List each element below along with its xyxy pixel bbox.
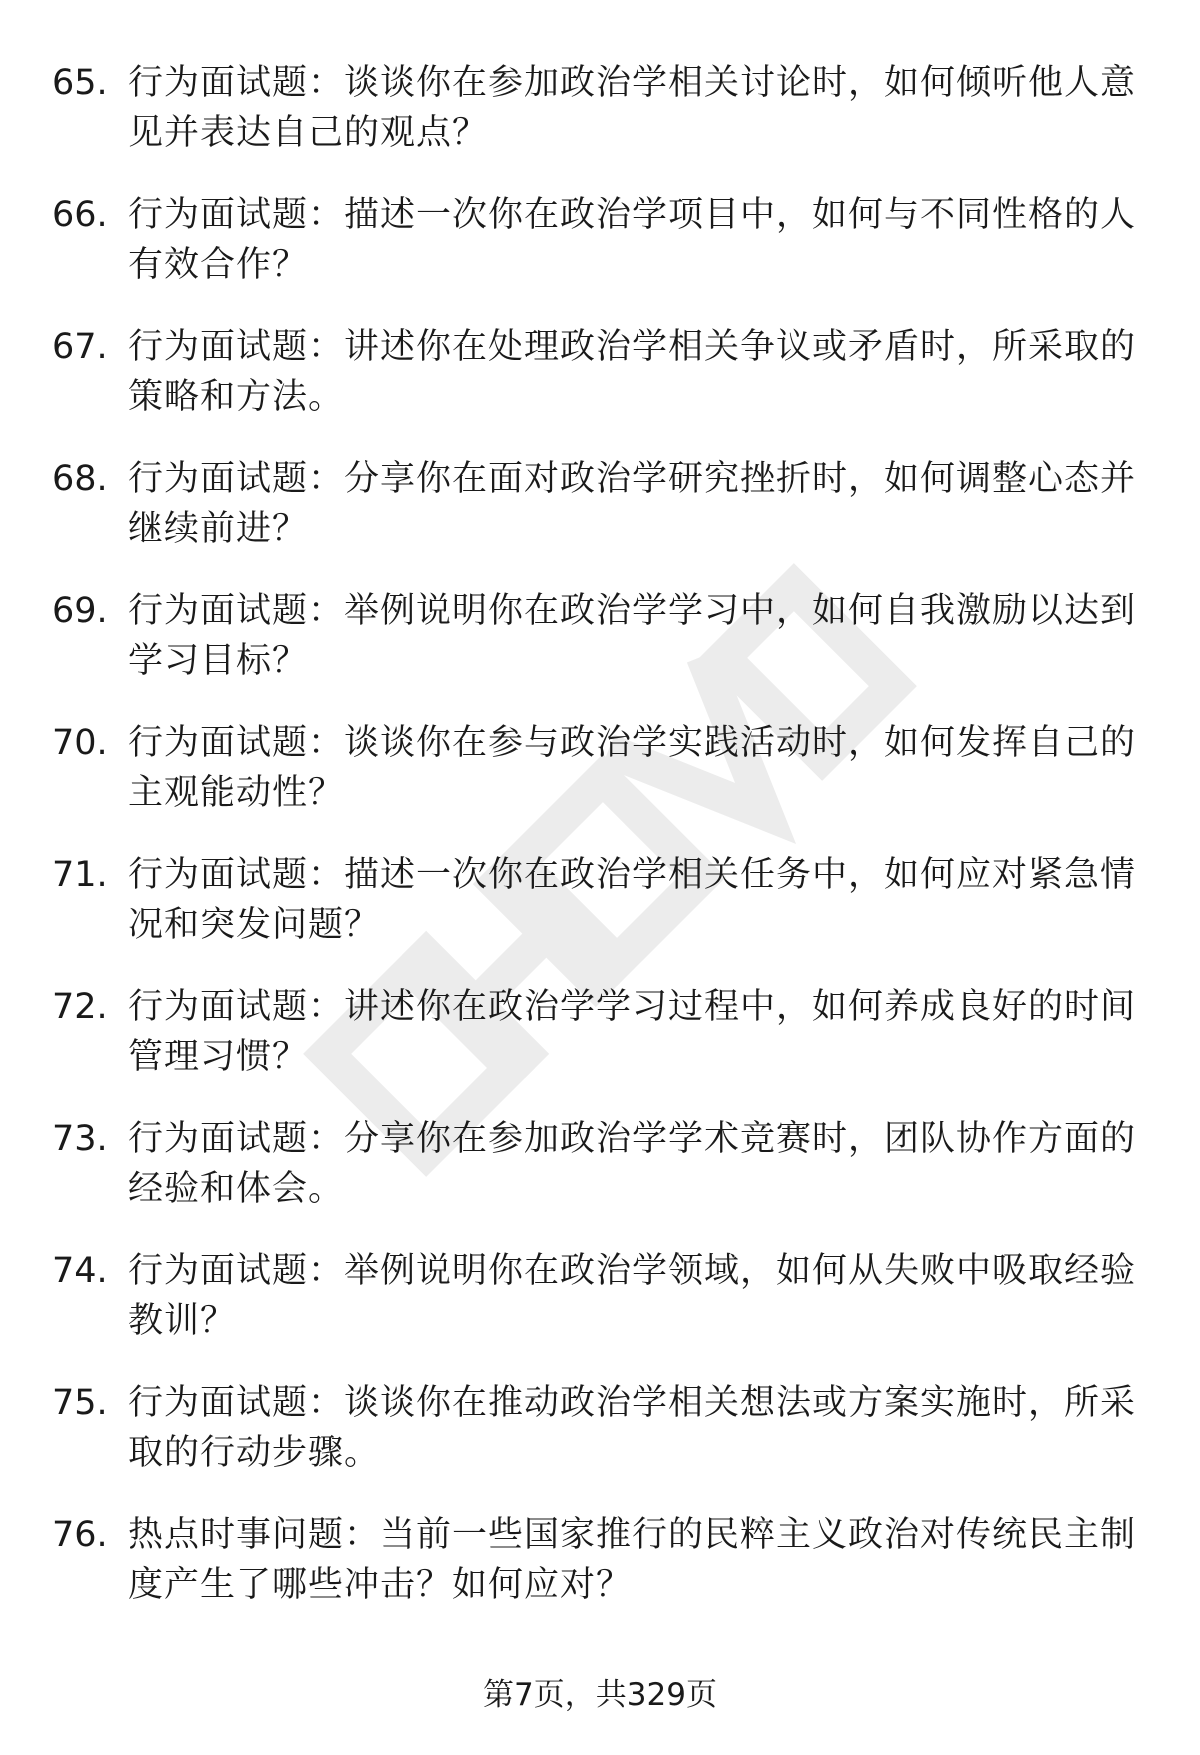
question-item xyxy=(52,982,1142,1114)
question-number: 75. xyxy=(52,1383,108,1423)
question-item xyxy=(52,58,1142,190)
question-number: 66. xyxy=(52,195,108,235)
question-item xyxy=(52,1246,1142,1378)
question-text: 热点时事问题：当前一些国家推行的民粹主义政治对传统民主制度产生了哪些冲击？如何应对？ xyxy=(128,1515,1137,1605)
question-text: 行为面试题：讲述你在处理政治学相关争议或矛盾时，所采取的策略和方法。 xyxy=(128,327,1137,417)
question-item xyxy=(52,718,1142,850)
question-number: 72. xyxy=(52,987,108,1027)
question-text: 行为面试题：谈谈你在推动政治学相关想法或方案实施时，所采取的行动步骤。 xyxy=(128,1383,1137,1473)
question-text: 行为面试题：举例说明你在政治学领域，如何从失败中吸取经验教训？ xyxy=(128,1251,1137,1341)
question-number: 74. xyxy=(52,1251,108,1291)
question-text: 行为面试题：举例说明你在政治学学习中，如何自我激励以达到学习目标？ xyxy=(128,591,1137,681)
question-number: 65. xyxy=(52,63,108,103)
question-number: 70. xyxy=(52,723,108,763)
question-text: 行为面试题：描述一次你在政治学项目中，如何与不同性格的人有效合作？ xyxy=(128,195,1137,285)
question-text: 行为面试题：分享你在面对政治学研究挫折时，如何调整心态并继续前进？ xyxy=(128,459,1137,549)
question-number: 73. xyxy=(52,1119,108,1159)
question-item xyxy=(52,850,1142,982)
question-number: 67. xyxy=(52,327,108,367)
question-text: 行为面试题：分享你在参加政治学学术竞赛时，团队协作方面的经验和体会。 xyxy=(128,1119,1137,1209)
question-item xyxy=(52,322,1142,454)
question-number: 71. xyxy=(52,855,108,895)
question-text: 行为面试题：讲述你在政治学学习过程中，如何养成良好的时间管理习惯？ xyxy=(128,987,1137,1077)
question-number: 76. xyxy=(52,1515,108,1555)
question-list xyxy=(52,58,1142,1642)
question-item xyxy=(52,454,1142,586)
question-item xyxy=(52,1114,1142,1246)
page-footer: 第7页，共329页 xyxy=(483,1677,717,1713)
question-text: 行为面试题：谈谈你在参与政治学实践活动时，如何发挥自己的主观能动性？ xyxy=(128,723,1137,813)
question-item xyxy=(52,1510,1142,1642)
question-number: 69. xyxy=(52,591,108,631)
question-text: 行为面试题：描述一次你在政治学相关任务中，如何应对紧急情况和突发问题？ xyxy=(128,855,1137,945)
question-number: 68. xyxy=(52,459,108,499)
question-item xyxy=(52,586,1142,718)
question-item xyxy=(52,190,1142,322)
question-text: 行为面试题：谈谈你在参加政治学相关讨论时，如何倾听他人意见并表达自己的观点？ xyxy=(128,63,1137,153)
question-item xyxy=(52,1378,1142,1510)
